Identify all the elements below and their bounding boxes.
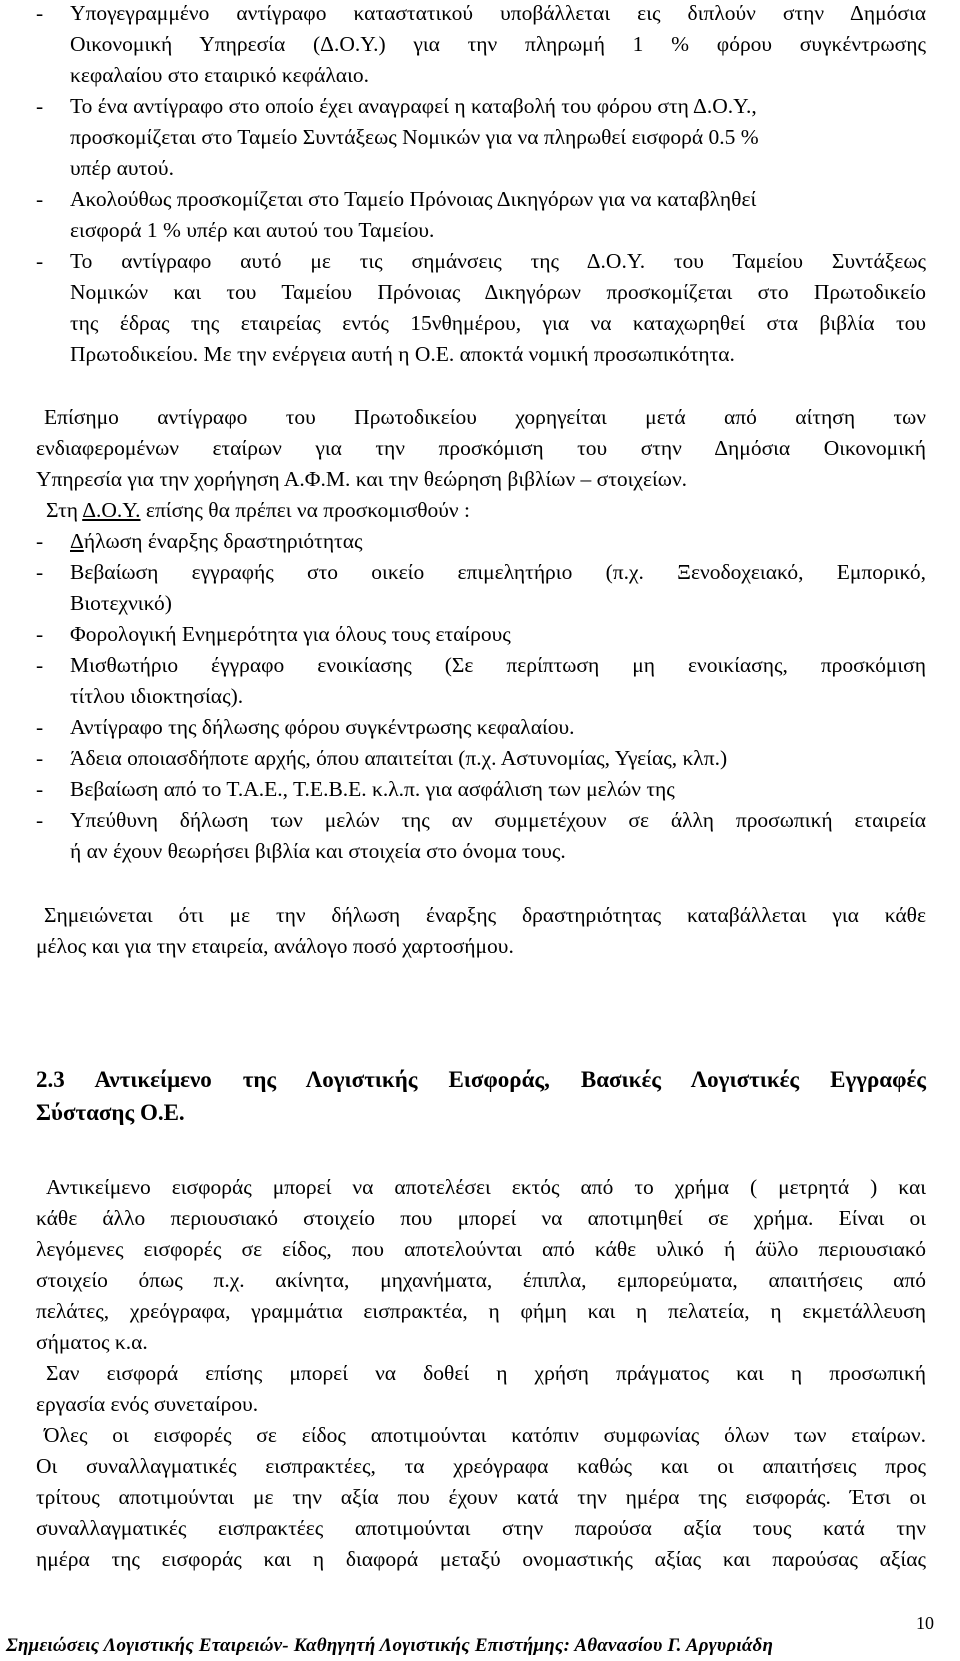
text-line: Το αντίγραφο αυτό με τις σημάνσεις της Δ.Ο.Υ. του Ταμείου Συντάξεως bbox=[70, 249, 926, 273]
list-item bbox=[36, 91, 926, 184]
text-line: Σημειώνεται ότι με την δήλωση έναρξης δραστηριότητας καταβάλλεται για κάθε bbox=[44, 903, 926, 927]
text-line: Σαν εισφορά επίσης μπορεί να δοθεί η χρήση πράγματος και η προσωπική bbox=[46, 1361, 926, 1385]
text-line: Υπεύθυνη δήλωση των μελών της αν συμμετέχουν σε άλλη προσωπική εταιρεία bbox=[70, 808, 926, 832]
text-line: Μισθωτήριο έγγραφο ενοικίασης (Σε περίπτωση μη ενοικίασης, προσκόμιση bbox=[70, 653, 926, 677]
text-line: Φορολογική Ενημερότητα για όλους τους εταίρους bbox=[70, 622, 511, 646]
text-line: Οικονομική Υπηρεσία (Δ.Ο.Υ.) για την πληρωμή 1 % φόρου συγκέντρωσης bbox=[70, 32, 926, 56]
paragraph bbox=[36, 900, 926, 962]
text-line: εργασία ενός συνεταίρου. bbox=[36, 1392, 259, 1416]
paragraph bbox=[36, 1420, 926, 1575]
top-list bbox=[36, 0, 926, 370]
text-line: μέλος και για την εταιρεία, ανάλογο ποσό χαρτοσήμου. bbox=[36, 934, 514, 958]
text-line: Νομικών και του Ταμείου Πρόνοιας Δικηγόρων προσκομίζεται στο Πρωτοδικείο bbox=[70, 280, 926, 304]
text-line: της έδρας της εταιρείας εντός 15νθημέρου, για να καταχωρηθεί στα βιβλία του bbox=[70, 311, 926, 335]
text-line: στοιχείο όπως π.χ. ακίνητα, μηχανήματα, έπιπλα, εμπορεύματα, απαιτήσεις από bbox=[36, 1268, 926, 1292]
text-line: σήματος κ.α. bbox=[36, 1330, 148, 1354]
text-line: Το ένα αντίγραφο στο οποίο έχει αναγραφεί η καταβολή του φόρου στη Δ.Ο.Υ., bbox=[70, 94, 757, 118]
dash-bullet: - bbox=[36, 560, 44, 584]
list-item bbox=[36, 184, 926, 246]
list-item bbox=[36, 712, 926, 743]
text-line: Επίσημο αντίγραφο του Πρωτοδικείου χορηγείται μετά από αίτηση των bbox=[44, 405, 926, 429]
dash-bullet: - bbox=[36, 808, 44, 832]
dash-bullet: - bbox=[36, 622, 44, 646]
list-item bbox=[36, 246, 926, 370]
list-item bbox=[36, 526, 926, 557]
text-line: υπέρ αυτού. bbox=[70, 156, 174, 180]
text-line: συναλλαγματικές εισπρακτέες αποτιμούνται στην παρούσα αξία τους κατά την bbox=[36, 1516, 926, 1540]
dash-bullet: - bbox=[36, 94, 44, 118]
doy-intro-suffix: επίσης θα πρέπει να προσκομισθούν : bbox=[140, 498, 470, 522]
paragraph bbox=[36, 1172, 926, 1358]
text-line: Υπηρεσία για την χορήγηση Α.Φ.Μ. και την θεώρηση βιβλίων – στοιχείων. bbox=[36, 467, 688, 491]
heading-line: Σύστασης Ο.Ε. bbox=[36, 1100, 185, 1125]
doy-intro-prefix: Στη bbox=[46, 498, 83, 522]
text-line: ημέρα της εισφοράς και η διαφορά μεταξύ ονομαστικής αξίας και παρούσας αξίας bbox=[36, 1547, 926, 1571]
text-line: Ακολούθως προσκομίζεται στο Ταμείο Πρόνοιας Δικηγόρων για να καταβληθεί bbox=[70, 187, 757, 211]
text-line: τίτλου ιδιοκτησίας). bbox=[70, 684, 244, 708]
text-line: Βιοτεχνικό) bbox=[70, 591, 172, 615]
section-heading bbox=[36, 1063, 926, 1129]
text-rest: ήλωση έναρξης δραστηριότητας bbox=[83, 529, 363, 553]
heading-line: 2.3 Αντικείμενο της Λογιστικής Εισφοράς, Βασικές Λογιστικές Εγγραφές bbox=[36, 1067, 926, 1092]
dash-bullet: - bbox=[36, 187, 44, 211]
text-line: κεφαλαίου στο εταιρικό κεφάλαιο. bbox=[70, 63, 369, 87]
underlined-letter: Δ bbox=[70, 529, 84, 553]
list-item bbox=[36, 557, 926, 619]
text-line: τρίτους αποτιμούνται με την αξία που έχουν κατά την ημέρα της εισφοράς. Έτσι οι bbox=[36, 1485, 926, 1509]
text-line: Οι συναλλαγματικές εισπρακτέες, τα χρεόγραφα καθώς και οι απαιτήσεις προς bbox=[36, 1454, 926, 1478]
dash-bullet: - bbox=[36, 715, 44, 739]
list-item bbox=[36, 0, 926, 91]
text-line: Υπογεγραμμένο αντίγραφο καταστατικού υποβάλλεται εις διπλούν στην Δημόσια bbox=[70, 1, 926, 25]
dash-bullet: - bbox=[36, 249, 44, 273]
list-item bbox=[36, 650, 926, 712]
text-line: εισφορά 1 % υπέρ και αυτού του Ταμείου. bbox=[70, 218, 435, 242]
dash-bullet: - bbox=[36, 746, 44, 770]
text-line: πελάτες, χρεόγραφα, γραμμάτια εισπρακτέα, η φήμη και η πελατεία, η εκμετάλλευση bbox=[36, 1299, 926, 1323]
paragraph bbox=[36, 1358, 926, 1420]
dash-bullet: - bbox=[36, 777, 44, 801]
dash-bullet: - bbox=[36, 1, 44, 25]
list-item bbox=[36, 805, 926, 867]
page-number: 10 bbox=[916, 1613, 934, 1633]
doy-list bbox=[36, 526, 926, 867]
text-line: προσκομίζεται στο Ταμείο Συντάξεως Νομικών για να πληρωθεί εισφορά 0.5 % bbox=[70, 125, 759, 149]
text-line: Βεβαίωση από το Τ.Α.Ε., Τ.Ε.Β.Ε. κ.λ.π. για ασφάλιση των μελών της bbox=[70, 777, 675, 801]
text-line: ή αν έχουν θεωρήσει βιβλία και στοιχεία στο όνομα τους. bbox=[70, 839, 566, 863]
list-item bbox=[36, 774, 926, 805]
dash-bullet: - bbox=[36, 653, 44, 677]
text-line: Όλες οι εισφορές σε είδος αποτιμούνται κατόπιν συμφωνίας όλων των εταίρων. bbox=[44, 1423, 926, 1447]
text-line: Άδεια οποιασδήποτε αρχής, όπου απαιτείται (π.χ. Αστυνομίας, Υγείας, κλπ.) bbox=[70, 746, 728, 770]
text-line: Βεβαίωση εγγραφής στο οικείο επιμελητήριο (π.χ. Ξενοδοχειακό, Εμπορικό, bbox=[70, 560, 926, 584]
doy-intro-underlined: Δ.Ο.Υ. bbox=[82, 498, 141, 522]
text-line: Αντίγραφο της δήλωσης φόρου συγκέντρωσης κεφαλαίου. bbox=[70, 715, 575, 739]
text-line bbox=[70, 526, 926, 557]
list-item bbox=[36, 619, 926, 650]
text-line: Αντικείμενο εισφοράς μπορεί να αποτελέσει εκτός από το χρήμα ( μετρητά ) και bbox=[46, 1175, 926, 1199]
paragraph bbox=[36, 402, 926, 495]
list-item bbox=[36, 743, 926, 774]
text-line: Πρωτοδικείου. Με την ενέργεια αυτή η Ο.Ε. αποκτά νομική προσωπικότητα. bbox=[70, 342, 735, 366]
text-line: ενδιαφερομένων εταίρων για την προσκόμιση του στην Δημόσια Οικονομική bbox=[36, 436, 926, 460]
text-line: λεγόμενες εισφορές σε είδος, που αποτελούνται από κάθε υλικό ή άϋλο περιουσιακό bbox=[36, 1237, 926, 1261]
page-footer: Σημειώσεις Λογιστικής Εταιρειών- Καθηγητή Λογιστικής Επιστήμης: Αθανασίου Γ. Αργυριάδη bbox=[6, 1635, 774, 1656]
doy-intro bbox=[46, 495, 470, 526]
dash-bullet: - bbox=[36, 529, 44, 553]
text-line: κάθε άλλο περιουσιακό στοιχείο που μπορεί να αποτιμηθεί σε χρήμα. Είναι οι bbox=[36, 1206, 926, 1230]
